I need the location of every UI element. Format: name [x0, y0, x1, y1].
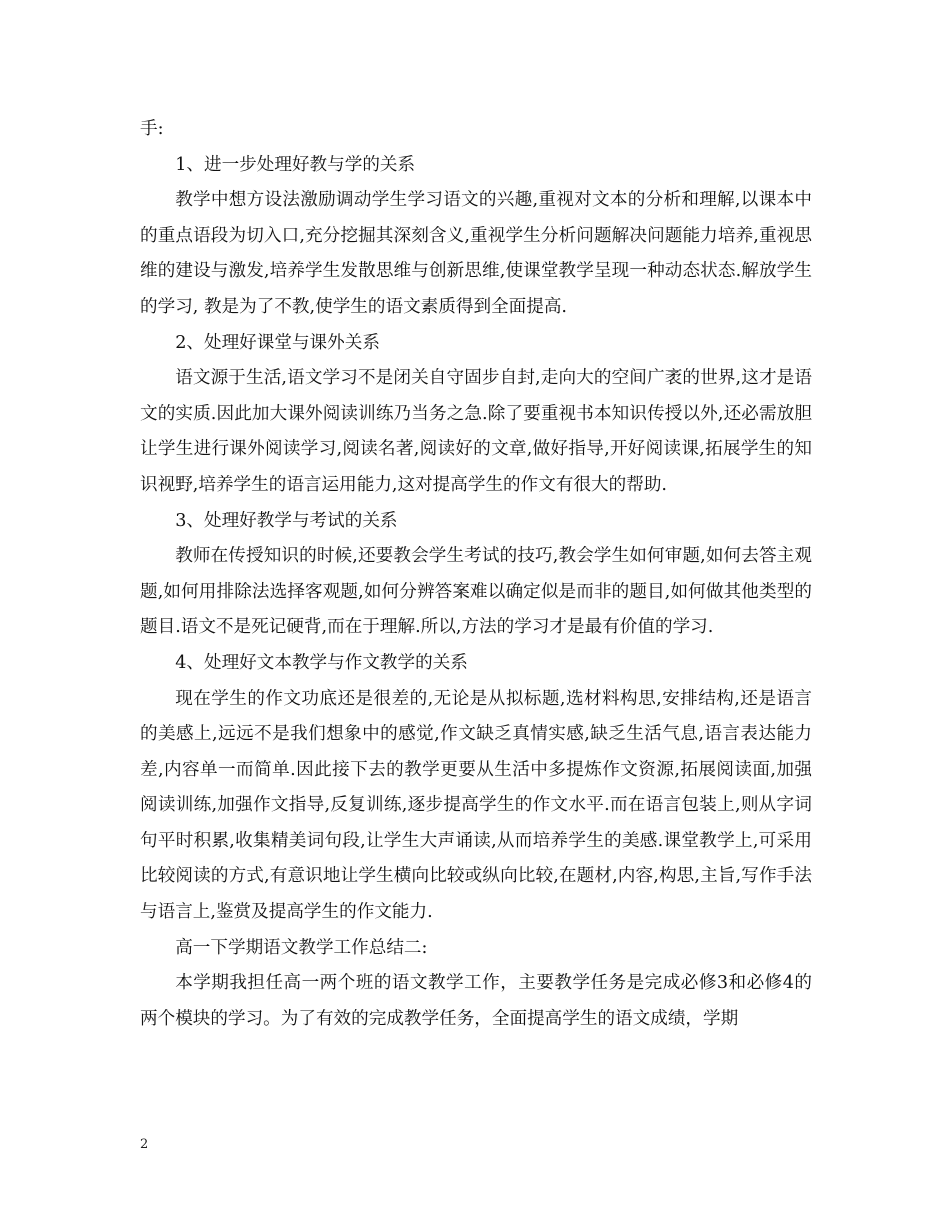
page-number: 2: [140, 1137, 149, 1152]
document-body: [140, 112, 812, 1037]
section-heading-1: 1、进一步处理好教与学的关系: [175, 154, 416, 175]
section-heading-3: 3、处理好教学与考试的关系: [175, 510, 398, 531]
paragraph-section-4: 现在学生的作文功底还是很差的,无论是从拟标题,选材料构思,安排结构,还是语言的美感上,远远不是我们想象中的感觉,作文缺乏真情实感,缺乏生活气息,语言表达能力差,内容单一而简单.因此接下去的教学更要从生活中多提炼作文资源,拓展阅读面,加强阅读训练,加强作文指导,反复训练,逐步提高学生的作文水平.而在语言包装上,则从字词句平时积累,收集精美词句段,让学生大声诵读,从而培养学生的美感.课堂教学上,可采用比较阅读的方式,有意识地让学生横向比较或纵向比较,在题材,内容,构思,主旨,写作手法与语言上,鉴赏及提高学生的作文能力.: [140, 688, 812, 923]
paragraph-continuation: 手:: [140, 119, 164, 139]
paragraph-section-2: 语文源于生活,语文学习不是闭关自守固步自封,走向大的空间广袤的世界,这才是语文的实质.因此加大课外阅读训练乃当务之急.除了要重视书本知识传授以外,还必需放胆让学生进行课外阅读学习,阅读名著,阅读好的文章,做好指导,开好阅读课,拓展学生的知识视野,培养学生的语言运用能力,这对提高学生的作文有很大的帮助.: [140, 368, 812, 495]
paragraph-section-3: 教师在传授知识的时候,还要教会学生考试的技巧,教会学生如何审题,如何去答主观题,如何用排除法选择客观题,如何分辨答案难以确定似是而非的题目,如何做其他类型的题目.语文不是死记硬背,而在于理解.所以,方法的学习才是最有价值的学习.: [140, 546, 812, 638]
summary-two-title: 高一下学期语文教学工作总结二:: [175, 937, 428, 958]
section-heading-4: 4、处理好文本教学与作文教学的关系: [175, 652, 468, 673]
section-heading-2: 2、处理好课堂与课外关系: [175, 332, 380, 353]
paragraph-section-1: 教学中想方设法激励调动学生学习语文的兴趣,重视对文本的分析和理解,以课本中的重点语段为切入口,充分挖掘其深刻含义,重视学生分析问题解决问题能力培养,重视思维的建设与激发,培养学生发散思维与创新思维,使课堂教学呈现一种动态状态.解放学生的学习, 教是为了不教,使学生的语文素质得到全面提高.: [140, 190, 812, 317]
paragraph-summary-two: 本学期我担任高一两个班的语文教学工作，主要教学任务是完成必修3和必修4的两个模块的学习。为了有效的完成教学任务，全面提高学生的语文成绩，学期: [140, 973, 812, 1029]
